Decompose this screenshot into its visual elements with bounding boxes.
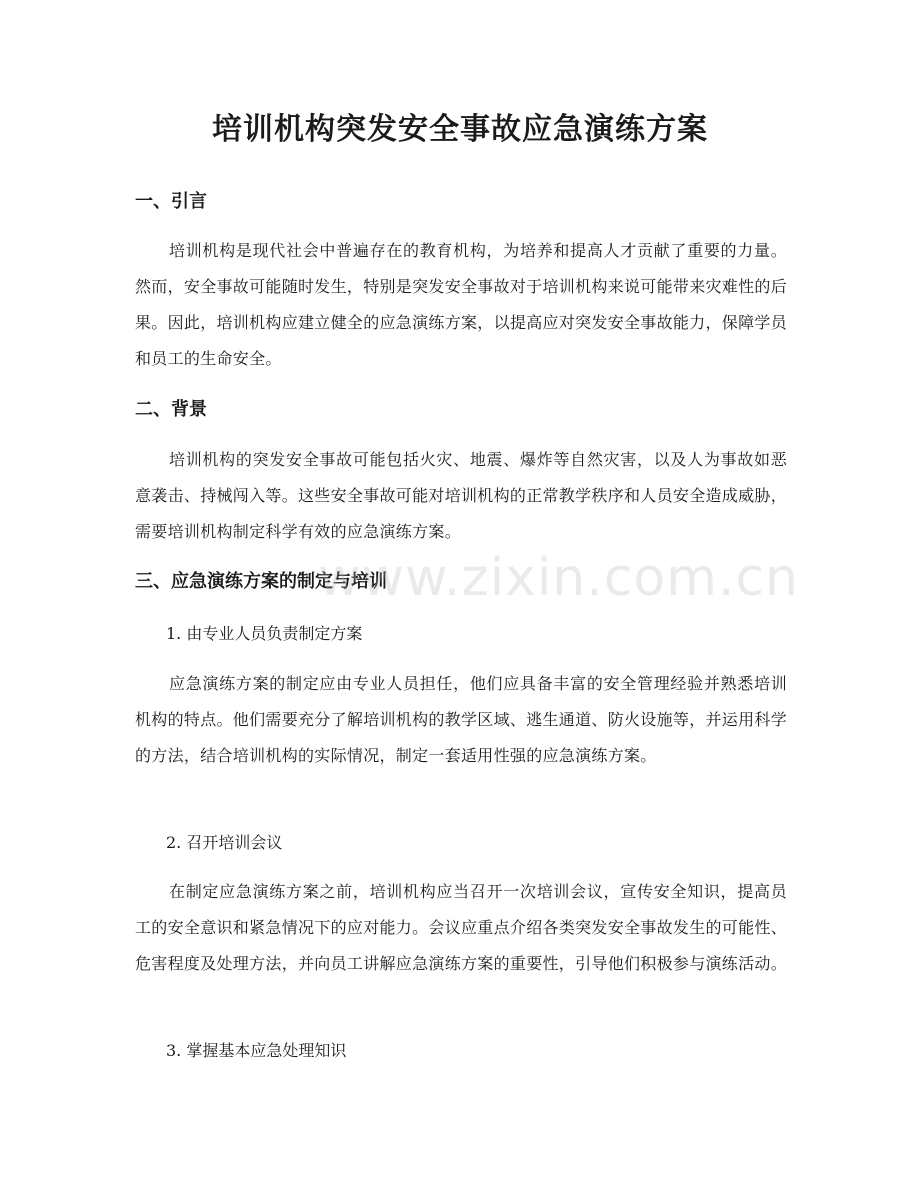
document-title: 培训机构突发安全事故应急演练方案 [212,112,708,147]
section-heading-plan-and-training: 三、应急演练方案的制定与培训 [135,571,387,592]
section-heading-introduction: 一、引言 [135,191,207,212]
paragraph-introduction: 培训机构是现代社会中普遍存在的教育机构，为培养和提高人才贡献了重要的力量。然而，安全事故可能随时发生，特别是突发安全事故对于培训机构来说可能带来灾难性的后果。因此，培训机构应建立健全的应急演练方案，以提高应对突发安全事故能力，保障学员和员工的生命安全。 [135,241,788,368]
subheading-training-meeting: 2. 召开培训会议 [166,833,283,852]
paragraph-training-meeting: 在制定应急演练方案之前，培训机构应当召开一次培训会议，宣传安全知识，提高员工的安全意识和紧急情况下的应对能力。会议应重点介绍各类突发安全事故发生的可能性、危害程度及处理方法，并向员工讲解应急演练方案的重要性，引导他们积极参与演练活动。 [135,882,788,973]
watermark: www.zixin.com.cn [318,548,799,608]
paragraph-background: 培训机构的突发安全事故可能包括火灾、地震、爆炸等自然灾害，以及人为事故如恶意袭击、持械闯入等。这些安全事故可能对培训机构的正常教学秩序和人员安全造成威胁，需要培训机构制定科学有效的应急演练方案。 [135,450,788,541]
paragraph-professional-staff: 应急演练方案的制定应由专业人员担任，他们应具备丰富的安全管理经验并熟悉培训机构的特点。他们需要充分了解培训机构的教学区域、逃生通道、防火设施等，并运用科学的方法，结合培训机构的实际情况，制定一套适用性强的应急演练方案。 [135,674,788,765]
subheading-basic-emergency-knowledge: 3. 掌握基本应急处理知识 [166,1041,347,1060]
subheading-professional-staff: 1. 由专业人员负责制定方案 [166,624,363,643]
section-heading-background: 二、背景 [135,399,207,420]
